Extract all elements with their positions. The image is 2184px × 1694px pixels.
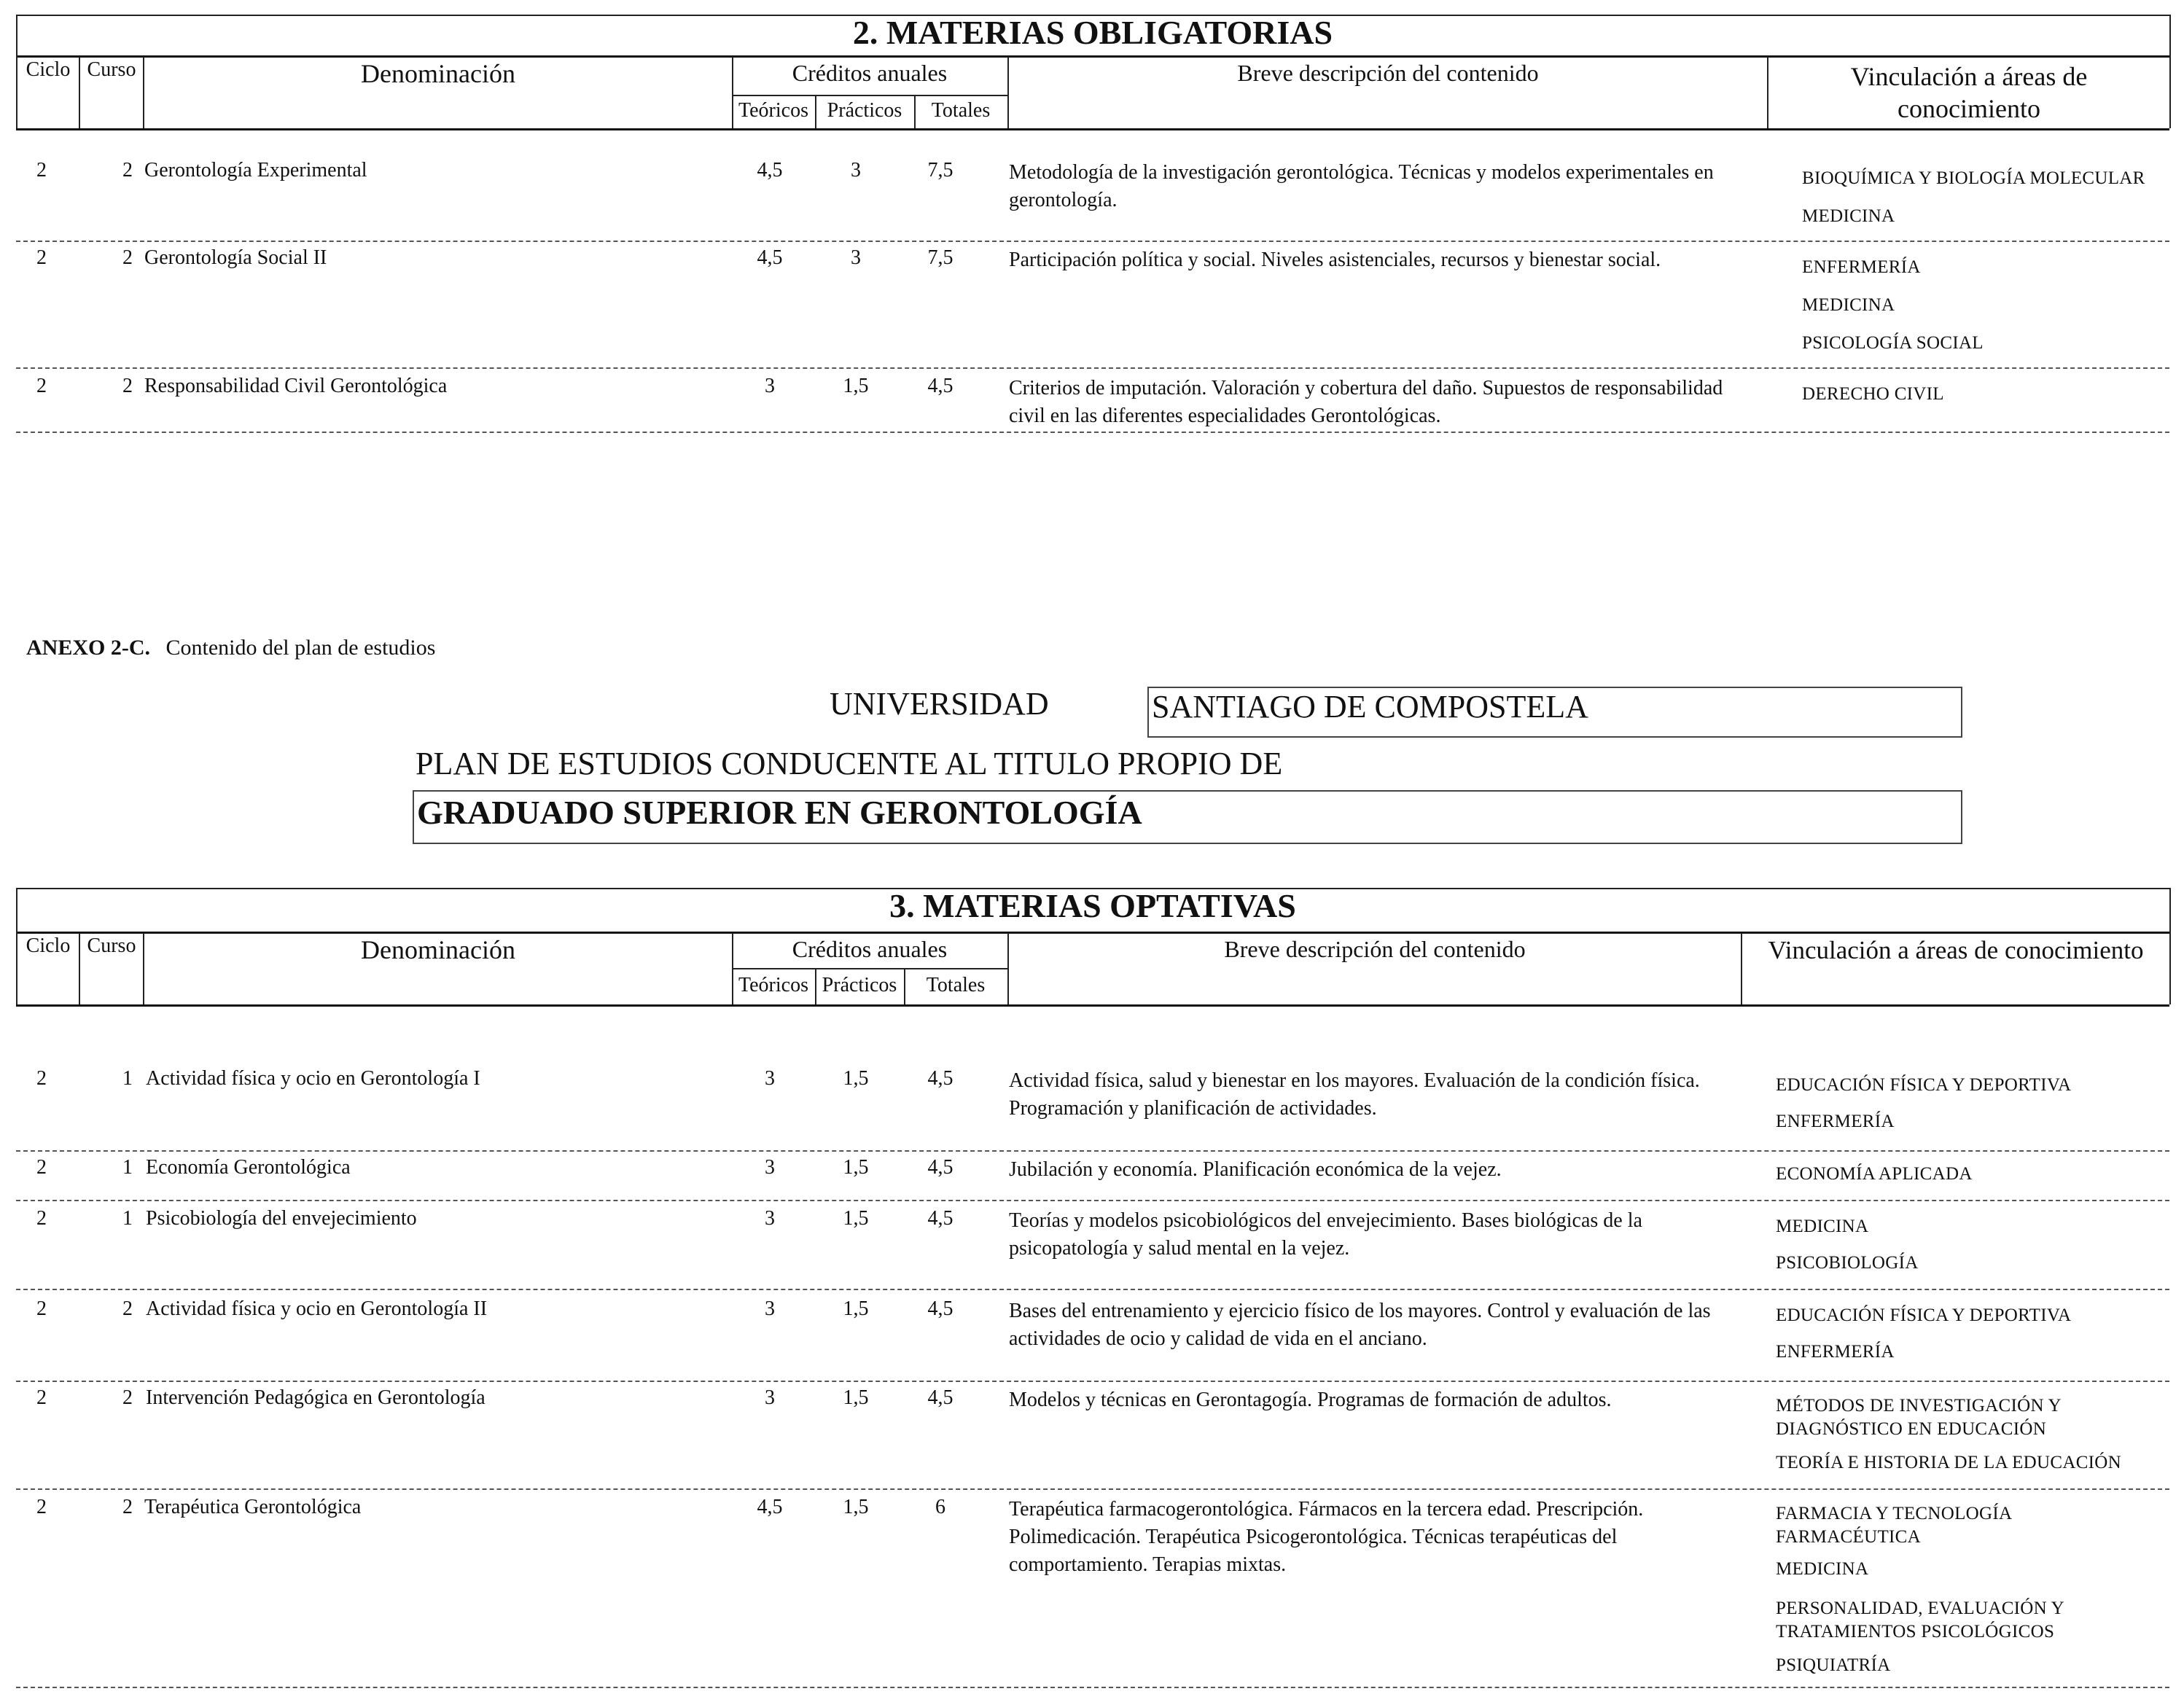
cell-area: PERSONALIDAD, EVALUACIÓN Y bbox=[1776, 1599, 2064, 1618]
cell-practicos: 1,5 bbox=[843, 1496, 869, 1518]
cell-teoricos: 3 bbox=[765, 1156, 775, 1179]
row-divider bbox=[16, 1200, 2169, 1201]
cell-practicos: 1,5 bbox=[843, 1207, 869, 1230]
annex-text: Contenido del plan de estudios bbox=[165, 636, 436, 660]
cell-ciclo: 2 bbox=[36, 1156, 47, 1179]
cell-area: MEDICINA bbox=[1802, 206, 1895, 226]
header-descripcion: Breve descripción del contenido bbox=[1237, 60, 1539, 86]
cell-descripcion: Modelos y técnicas en Gerontagogía. Programas de formación de adultos. bbox=[1009, 1389, 1612, 1411]
cell-denominacion: Psicobiología del envejecimiento bbox=[146, 1207, 417, 1230]
cell-denominacion: Actividad física y ocio en Gerontología II bbox=[146, 1297, 488, 1320]
row-divider bbox=[16, 367, 2169, 369]
cell-totales: 7,5 bbox=[927, 246, 953, 269]
cell-teoricos: 4,5 bbox=[757, 246, 783, 269]
header-bottom-rule bbox=[16, 1004, 2169, 1007]
cell-totales: 4,5 bbox=[927, 375, 953, 397]
credits-sub-rule bbox=[732, 95, 1007, 96]
cell-area: PSIQUIATRÍA bbox=[1776, 1655, 1891, 1675]
cell-curso: 2 bbox=[122, 246, 133, 269]
cell-practicos: 3 bbox=[851, 159, 861, 182]
header-top-rule bbox=[16, 55, 2169, 58]
cell-totales: 4,5 bbox=[927, 1207, 953, 1230]
universidad-value: SANTIAGO DE COMPOSTELA bbox=[1152, 689, 1588, 725]
cell-ciclo: 2 bbox=[36, 375, 47, 397]
cell-practicos: 1,5 bbox=[843, 1156, 869, 1179]
row-divider bbox=[16, 1488, 2169, 1490]
plan-line: PLAN DE ESTUDIOS CONDUCENTE AL TITULO PROPIO DE bbox=[416, 746, 1283, 781]
header-denominacion: Denominación bbox=[361, 935, 515, 964]
cell-curso: 2 bbox=[122, 1386, 133, 1409]
cell-practicos: 1,5 bbox=[843, 375, 869, 397]
row-divider bbox=[16, 1381, 2169, 1382]
cell-area: TRATAMIENTOS PSICOLÓGICOS bbox=[1776, 1622, 2055, 1642]
cell-teoricos: 3 bbox=[765, 1067, 775, 1090]
header-ciclo: Ciclo bbox=[26, 934, 71, 957]
cell-practicos: 3 bbox=[851, 246, 861, 269]
header-practicos: Prácticos bbox=[827, 99, 902, 122]
cell-descripcion: Teorías y modelos psicobiológicos del envejecimiento. Bases biológicas de la psicopatología y salud mental en la vejez. bbox=[1009, 1209, 1642, 1260]
cell-teoricos: 3 bbox=[765, 375, 775, 397]
border-right bbox=[2169, 888, 2171, 1004]
cell-ciclo: 2 bbox=[36, 246, 47, 269]
cell-practicos: 1,5 bbox=[843, 1386, 869, 1409]
cell-ciclo: 2 bbox=[36, 1067, 47, 1090]
cell-descripcion: Criterios de imputación. Valoración y cobertura del daño. Supuestos de responsabilidad civil en las diferentes especialidades Gerontológicas. bbox=[1009, 377, 1723, 427]
cell-ciclo: 2 bbox=[36, 1496, 47, 1518]
row-divider bbox=[16, 1289, 2169, 1290]
cell-area: MEDICINA bbox=[1776, 1559, 1869, 1579]
cell-denominacion: Economía Gerontológica bbox=[146, 1156, 351, 1179]
cell-practicos: 1,5 bbox=[843, 1067, 869, 1090]
cell-ciclo: 2 bbox=[36, 1297, 47, 1320]
cell-descripcion: Bases del entrenamiento y ejercicio físico de los mayores. Control y evaluación de las actividades de ocio y calidad de vida en el anciano. bbox=[1009, 1300, 1711, 1350]
cell-area: TEORÍA E HISTORIA DE LA EDUCACIÓN bbox=[1776, 1453, 2122, 1472]
border-right bbox=[2169, 15, 2171, 128]
cell-area: MEDICINA bbox=[1776, 1217, 1869, 1236]
cell-denominacion: Actividad física y ocio en Gerontología I bbox=[146, 1067, 480, 1090]
cell-curso: 2 bbox=[122, 1496, 133, 1518]
header-vinculacion-1: Vinculación a áreas de bbox=[1850, 62, 2088, 91]
cell-area: EDUCACIÓN FÍSICA Y DEPORTIVA bbox=[1776, 1305, 2072, 1325]
cell-denominacion: Gerontología Social II bbox=[144, 246, 327, 269]
header-descripcion: Breve descripción del contenido bbox=[1224, 936, 1526, 962]
header-creditos: Créditos anuales bbox=[792, 936, 948, 962]
cell-teoricos: 3 bbox=[765, 1297, 775, 1320]
cell-area: MEDICINA bbox=[1802, 295, 1895, 315]
header-ciclo: Ciclo bbox=[26, 58, 71, 81]
credits-sub-rule bbox=[732, 968, 1007, 969]
row-divider bbox=[16, 432, 2169, 433]
cell-ciclo: 2 bbox=[36, 1386, 47, 1409]
cell-denominacion: Gerontología Experimental bbox=[144, 159, 367, 182]
cell-ciclo: 2 bbox=[36, 1207, 47, 1230]
cell-curso: 2 bbox=[122, 375, 133, 397]
header-totales: Totales bbox=[931, 99, 991, 122]
row-divider bbox=[16, 241, 2169, 242]
cell-teoricos: 3 bbox=[765, 1207, 775, 1230]
header-teoricos: Teóricos bbox=[738, 99, 808, 122]
cell-teoricos: 3 bbox=[765, 1386, 775, 1409]
cell-area: EDUCACIÓN FÍSICA Y DEPORTIVA bbox=[1776, 1075, 2072, 1095]
cell-area: ENFERMERÍA bbox=[1802, 257, 1921, 277]
cell-totales: 4,5 bbox=[927, 1067, 953, 1090]
cell-curso: 2 bbox=[122, 159, 133, 182]
cell-curso: 1 bbox=[122, 1207, 133, 1230]
header-totales: Totales bbox=[926, 974, 986, 996]
cell-denominacion: Terapéutica Gerontológica bbox=[144, 1496, 362, 1518]
header-curso: Curso bbox=[87, 934, 136, 957]
header-practicos: Prácticos bbox=[822, 974, 897, 996]
cell-totales: 6 bbox=[935, 1496, 945, 1518]
header-curso: Curso bbox=[87, 58, 136, 81]
cell-area: ENFERMERÍA bbox=[1776, 1112, 1895, 1131]
cell-totales: 4,5 bbox=[927, 1156, 953, 1179]
annex-label: ANEXO 2-C. bbox=[26, 636, 150, 660]
cell-area: BIOQUÍMICA Y BIOLOGÍA MOLECULAR bbox=[1802, 168, 2145, 188]
cell-area: PSICOLOGÍA SOCIAL bbox=[1802, 333, 1984, 353]
section-title: 2. MATERIAS OBLIGATORIAS bbox=[852, 14, 1333, 51]
cell-descripcion: Metodología de la investigación gerontológica. Técnicas y modelos experimentales en gerontología. bbox=[1009, 161, 1714, 211]
header-bottom-rule bbox=[16, 128, 2169, 130]
cell-descripcion: Jubilación y economía. Planificación económica de la vejez. bbox=[1009, 1158, 1502, 1181]
cell-area: ENFERMERÍA bbox=[1776, 1342, 1895, 1362]
section-title: 3. MATERIAS OPTATIVAS bbox=[889, 887, 1296, 924]
cell-practicos: 1,5 bbox=[843, 1297, 869, 1320]
cell-curso: 1 bbox=[122, 1067, 133, 1090]
universidad-label: UNIVERSIDAD bbox=[830, 686, 1049, 722]
cell-ciclo: 2 bbox=[36, 159, 47, 182]
header-vinculacion: Vinculación a áreas de conocimiento bbox=[1768, 936, 2144, 964]
cell-area: PSICOBIOLOGÍA bbox=[1776, 1253, 1919, 1273]
cell-totales: 7,5 bbox=[927, 159, 953, 182]
header-vinculacion-2: conocimiento bbox=[1898, 94, 2040, 123]
titulo: GRADUADO SUPERIOR EN GERONTOLOGÍA bbox=[417, 794, 1142, 831]
cell-totales: 4,5 bbox=[927, 1297, 953, 1320]
row-divider bbox=[16, 1687, 2169, 1688]
cell-area: FARMACIA Y TECNOLOGÍA bbox=[1776, 1504, 2013, 1523]
cell-teoricos: 4,5 bbox=[757, 159, 783, 182]
annex-line bbox=[26, 636, 435, 660]
cell-descripcion: Actividad física, salud y bienestar en los mayores. Evaluación de la condición física. Programación y planificación de actividades. bbox=[1009, 1069, 1700, 1120]
cell-descripcion: Participación política y social. Niveles asistenciales, recursos y bienestar social. bbox=[1009, 249, 1661, 271]
cell-curso: 2 bbox=[122, 1297, 133, 1320]
cell-descripcion: Terapéutica farmacogerontológica. Fármacos en la tercera edad. Prescripción. Polimedicación. Terapéutica Psicogerontológica. Técnicas terapéuticas del comportamiento. Terapias mixtas. bbox=[1009, 1498, 1644, 1576]
cell-area: FARMACÉUTICA bbox=[1776, 1527, 1921, 1547]
cell-curso: 1 bbox=[122, 1156, 133, 1179]
cell-denominacion: Responsabilidad Civil Gerontológica bbox=[144, 375, 448, 397]
cell-area: MÉTODOS DE INVESTIGACIÓN Y bbox=[1776, 1396, 2062, 1416]
cell-teoricos: 4,5 bbox=[757, 1496, 783, 1518]
row-divider bbox=[16, 1150, 2169, 1152]
cell-area: ECONOMÍA APLICADA bbox=[1776, 1164, 1973, 1184]
header-teoricos: Teóricos bbox=[738, 974, 808, 996]
cell-denominacion: Intervención Pedagógica en Gerontología bbox=[146, 1386, 485, 1409]
cell-totales: 4,5 bbox=[927, 1386, 953, 1409]
cell-area: DERECHO CIVIL bbox=[1802, 384, 1944, 404]
header-creditos: Créditos anuales bbox=[792, 60, 948, 86]
header-denominacion: Denominación bbox=[361, 59, 515, 88]
header-top-rule bbox=[16, 932, 2169, 934]
cell-area: DIAGNÓSTICO EN EDUCACIÓN bbox=[1776, 1419, 2047, 1439]
